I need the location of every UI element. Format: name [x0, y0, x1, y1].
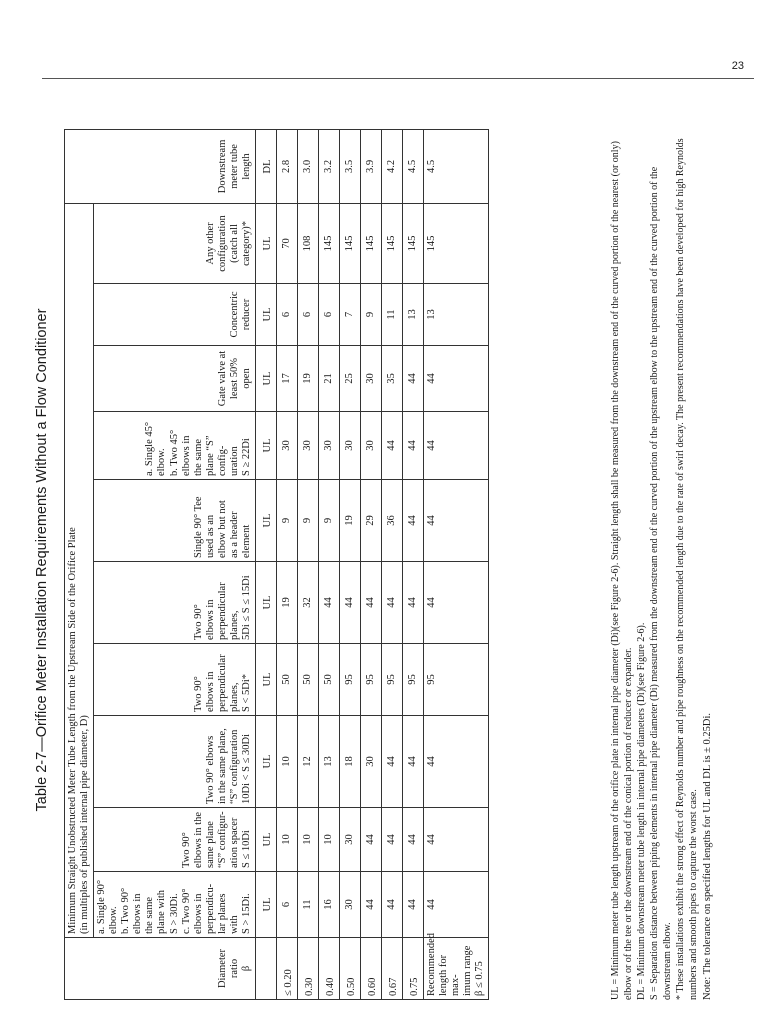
table-cell: 145: [360, 203, 381, 283]
column-header-line: lar planes: [216, 893, 228, 934]
column-header-line: elbows in: [192, 893, 204, 934]
table-cell: 9: [276, 480, 297, 562]
unit-cell: UL: [255, 346, 276, 412]
table-cell: 44: [381, 412, 402, 480]
column-header-line: perpendicular: [216, 582, 228, 640]
column-header-line: in the same plane,: [216, 728, 228, 804]
column-header-line: same plane: [204, 821, 216, 868]
unit-row: [255, 129, 276, 999]
table-cell: 30: [297, 412, 318, 480]
table-cell: 145: [423, 203, 488, 283]
table-row: [276, 129, 297, 999]
column-header: [94, 562, 256, 644]
table-cell: 44: [423, 716, 488, 808]
column-header-line: config-: [216, 445, 228, 476]
column-header-line: element: [240, 524, 252, 558]
unit-blank: [255, 938, 276, 1000]
row-label: ≤ 0.20: [276, 938, 297, 1000]
row-label: 0.50: [339, 938, 360, 1000]
column-header-line: plane with: [156, 889, 168, 934]
column-header-line: with: [228, 915, 240, 934]
column-header-line: as a header: [228, 511, 240, 558]
table-cell: 70: [276, 203, 297, 283]
column-header-line: elbows in: [204, 599, 216, 640]
note-dl: DL = Minimum downstream meter tube length in internal pipe diameters (Di)(see Figure 2-6).: [636, 622, 647, 1000]
table-cell: 19: [276, 562, 297, 644]
column-header-line: the same: [144, 896, 156, 934]
column-header-line: Two 90°: [192, 604, 204, 640]
table-cell: 25: [339, 346, 360, 412]
note-star: * These installations exhibit the strong effect of Reynolds number and pipe roughness on the recommended length due to the rate of swirl decay. The present recommendations have been developed for high Reynolds numbers and smooth pipes to capture the worst case.: [675, 138, 699, 1000]
downstream-spacer: [65, 129, 94, 203]
table-cell: 44: [423, 346, 488, 412]
note-tolerance: Note: The tolerance on specified lengths for UL and DL is ± 0.25Di.: [702, 712, 713, 1000]
table-row: [423, 129, 488, 999]
table-cell: 9: [360, 284, 381, 346]
column-header-line: open: [240, 368, 252, 389]
table-cell: 4.2: [381, 129, 402, 203]
table-cell: 44: [423, 412, 488, 480]
table-cell: 2.8: [276, 129, 297, 203]
table-cell: 145: [339, 203, 360, 283]
table-cell: 19: [339, 480, 360, 562]
column-header-row: [94, 129, 256, 999]
table-cell: 9: [297, 480, 318, 562]
table-cell: 95: [402, 644, 423, 716]
row-label: 0.60: [360, 938, 381, 1000]
table-cell: 4.5: [402, 129, 423, 203]
table-cell: 13: [318, 716, 339, 808]
table-cell: 36: [381, 480, 402, 562]
table-cell: 44: [339, 562, 360, 644]
unit-cell: UL: [255, 716, 276, 808]
column-header-line: reducer: [240, 298, 252, 331]
column-header-line: perpendicular: [216, 654, 228, 712]
header-rule: [42, 78, 754, 79]
table-cell: 44: [402, 412, 423, 480]
table-cell: 30: [360, 346, 381, 412]
column-header-line: planes,: [228, 682, 240, 712]
row-label: 0.40: [318, 938, 339, 1000]
column-header-line: b. Two 90°: [120, 887, 132, 934]
table-cell: 13: [402, 284, 423, 346]
table-cell: 44: [381, 872, 402, 938]
unit-cell: UL: [255, 203, 276, 283]
table-cell: 95: [381, 644, 402, 716]
row-label: [423, 933, 488, 1000]
table-cell: 145: [381, 203, 402, 283]
column-header-line: “S” configuration: [228, 729, 240, 804]
table-cell: 44: [423, 480, 488, 562]
column-header-line: least 50%: [228, 357, 240, 400]
column-header-line: elbow.: [108, 906, 120, 934]
row-label: 0.67: [381, 938, 402, 1000]
table-cell: 6: [318, 284, 339, 346]
table-row: [318, 129, 339, 999]
table-cell: 30: [360, 716, 381, 808]
column-header-line: b. Two 45°: [168, 429, 180, 476]
column-header-line: a. Single 45°: [144, 421, 156, 476]
column-header-line: S > 15Di.: [240, 893, 252, 934]
table-cell: 44: [360, 562, 381, 644]
table-cell: 95: [360, 644, 381, 716]
column-header-line: S ≤ 10Di: [240, 830, 252, 868]
corner-cell: [65, 938, 94, 1000]
column-header-line: “S” configur-: [216, 811, 228, 868]
column-header-line: elbows in the: [192, 812, 204, 868]
table-cell: 44: [402, 808, 423, 872]
requirements-table: [64, 129, 489, 1000]
table-notes: [609, 130, 700, 1000]
table-cell: 44: [360, 808, 381, 872]
table-cell: 50: [297, 644, 318, 716]
row-label-line: imum range: [462, 945, 474, 996]
column-header-line: Two 90°: [192, 676, 204, 712]
table-cell: 44: [402, 480, 423, 562]
table-cell: 30: [276, 412, 297, 480]
table-cell: 44: [402, 716, 423, 808]
column-header-line: category)*: [240, 221, 252, 266]
column-header: [94, 129, 256, 203]
column-header-line: plane “S”: [204, 435, 216, 476]
table-cell: 11: [297, 872, 318, 938]
table-row: [339, 129, 360, 999]
table-cell: 44: [360, 872, 381, 938]
table-row: [297, 129, 318, 999]
table-cell: 145: [402, 203, 423, 283]
column-header-line: Downstream: [216, 139, 228, 194]
column-header: [94, 872, 256, 938]
unit-cell: DL: [255, 129, 276, 203]
table-cell: 6: [276, 872, 297, 938]
column-header-line: elbows in: [204, 671, 216, 712]
column-header-line: length: [240, 153, 252, 180]
table-cell: 21: [318, 346, 339, 412]
table-cell: 44: [423, 872, 488, 938]
table-cell: 35: [381, 346, 402, 412]
column-header-line: Gate valve at: [216, 350, 228, 407]
table-body: [276, 129, 488, 999]
column-header-line: S ≥ 22Di: [240, 438, 252, 476]
column-header: [94, 716, 256, 808]
table-cell: 44: [318, 562, 339, 644]
column-header-line: elbows in: [132, 893, 144, 934]
table-cell: 9: [318, 480, 339, 562]
unit-cell: UL: [255, 644, 276, 716]
column-header: [94, 203, 256, 283]
column-header: [94, 480, 256, 562]
table-cell: 29: [360, 480, 381, 562]
column-header-line: elbow but not: [216, 500, 228, 558]
column-header-line: ation spacer: [228, 817, 240, 868]
page-number: 23: [731, 60, 744, 72]
table-cell: 30: [339, 808, 360, 872]
column-header: [94, 644, 256, 716]
table-cell: 6: [276, 284, 297, 346]
row-label-line: length for max-: [438, 954, 462, 996]
table-cell: 10: [318, 808, 339, 872]
table-cell: 12: [297, 716, 318, 808]
unit-cell: UL: [255, 284, 276, 346]
table-cell: 95: [423, 644, 488, 716]
unit-cell: UL: [255, 562, 276, 644]
table-cell: 32: [297, 562, 318, 644]
column-header-line: Two 90° elbows: [204, 735, 216, 804]
table-cell: 30: [339, 412, 360, 480]
unit-cell: UL: [255, 872, 276, 938]
table-cell: 3.2: [318, 129, 339, 203]
table-cell: 10: [276, 716, 297, 808]
column-header-line: elbows in: [180, 435, 192, 476]
table-cell: 30: [360, 412, 381, 480]
table-cell: 44: [402, 346, 423, 412]
table-cell: 4.5: [423, 129, 488, 203]
table-cell: 44: [402, 562, 423, 644]
table-cell: 10: [297, 808, 318, 872]
table-cell: 30: [339, 872, 360, 938]
column-header-line: Concentric: [228, 291, 240, 338]
note-s: S = Separation distance between piping elements in internal pipe diameter (Di) measured from the downstream end of the curved portion of the upstream elbow to the upstream end of the curved portion of the downstream elbow.: [649, 166, 673, 1000]
table-cell: 50: [318, 644, 339, 716]
column-header-line: Two 90°: [180, 832, 192, 868]
unit-cell: UL: [255, 412, 276, 480]
column-header-line: 10Di < S ≤ 30Di: [240, 733, 252, 804]
table-cell: 19: [297, 346, 318, 412]
table-cell: 44: [423, 562, 488, 644]
table-cell: 10: [276, 808, 297, 872]
table-cell: 44: [381, 716, 402, 808]
table-cell: 30: [318, 412, 339, 480]
table-cell: 145: [318, 203, 339, 283]
table-cell: 3.5: [339, 129, 360, 203]
table-cell: 3.9: [360, 129, 381, 203]
table-cell: 44: [381, 808, 402, 872]
row-label: 0.75: [402, 938, 423, 1000]
column-header-line: Diameter ratio: [216, 948, 240, 989]
table-cell: 16: [318, 872, 339, 938]
table-cell: 18: [339, 716, 360, 808]
column-header: [94, 346, 256, 412]
table-cell: 11: [381, 284, 402, 346]
unit-cell: UL: [255, 808, 276, 872]
table-cell: 13: [423, 284, 488, 346]
table-row: [402, 129, 423, 999]
column-header-line: c. Two 90°: [180, 888, 192, 934]
row-label: 0.30: [297, 938, 318, 1000]
column-header-line: Single 90° Tee: [192, 496, 204, 558]
column-header-line: used as an: [204, 514, 216, 558]
table-title: Table 2-7—Orifice Meter Installation Requirements Without a Flow Conditioner: [34, 308, 50, 812]
table-cell: 44: [381, 562, 402, 644]
column-header-line: S > 30Di.: [168, 893, 180, 934]
column-header-line: (catch all: [228, 224, 240, 263]
row-label-line: Recommended: [425, 933, 437, 996]
column-header-line: perpendicu-: [204, 883, 216, 934]
table-row: [360, 129, 381, 999]
column-header-line: Any other: [204, 222, 216, 265]
table-cell: 44: [423, 808, 488, 872]
table-cell: 95: [339, 644, 360, 716]
column-header-line: planes,: [228, 610, 240, 640]
unit-cell: UL: [255, 480, 276, 562]
table-cell: 17: [276, 346, 297, 412]
table-row: [381, 129, 402, 999]
table-cell: 44: [402, 872, 423, 938]
column-header: [94, 938, 256, 1000]
table-cell: 3.0: [297, 129, 318, 203]
column-header: [94, 412, 256, 480]
column-header-line: uration: [228, 446, 240, 476]
table-cell: 6: [297, 284, 318, 346]
table-cell: 7: [339, 284, 360, 346]
column-header: [94, 284, 256, 346]
column-header-line: β: [240, 965, 252, 972]
column-header-line: S < 5Di*: [240, 673, 252, 712]
rotated-table-page: [34, 120, 724, 1000]
column-header-line: a. Single 90°: [96, 879, 108, 934]
column-header-line: 5Di ≤ S ≤ 15Di: [240, 575, 252, 640]
row-label-line: β ≤ 0.75: [474, 961, 486, 996]
column-header-line: the same: [192, 438, 204, 476]
note-ul: UL = Minimum meter tube length upstream of the orifice plate in internal pipe diameter (Di)(see Figure 2-6). Straight length shall be measured from the downstream end of the curved portion of the nearest (or only) elbow or of the tee or the downstream end of the conical portion of reducer or expander.: [610, 141, 634, 1000]
spanner-header: Minimum Straight Unobstructed Meter Tube Length from the Upstream Side of the Orifice Plate (in multiples of published internal pipe diameter, D): [65, 203, 94, 937]
table-cell: 50: [276, 644, 297, 716]
column-header-line: elbow.: [156, 448, 168, 476]
column-header-line: meter tube: [228, 144, 240, 189]
column-header: [94, 808, 256, 872]
column-header-line: configuration: [216, 215, 228, 272]
table-cell: 108: [297, 203, 318, 283]
